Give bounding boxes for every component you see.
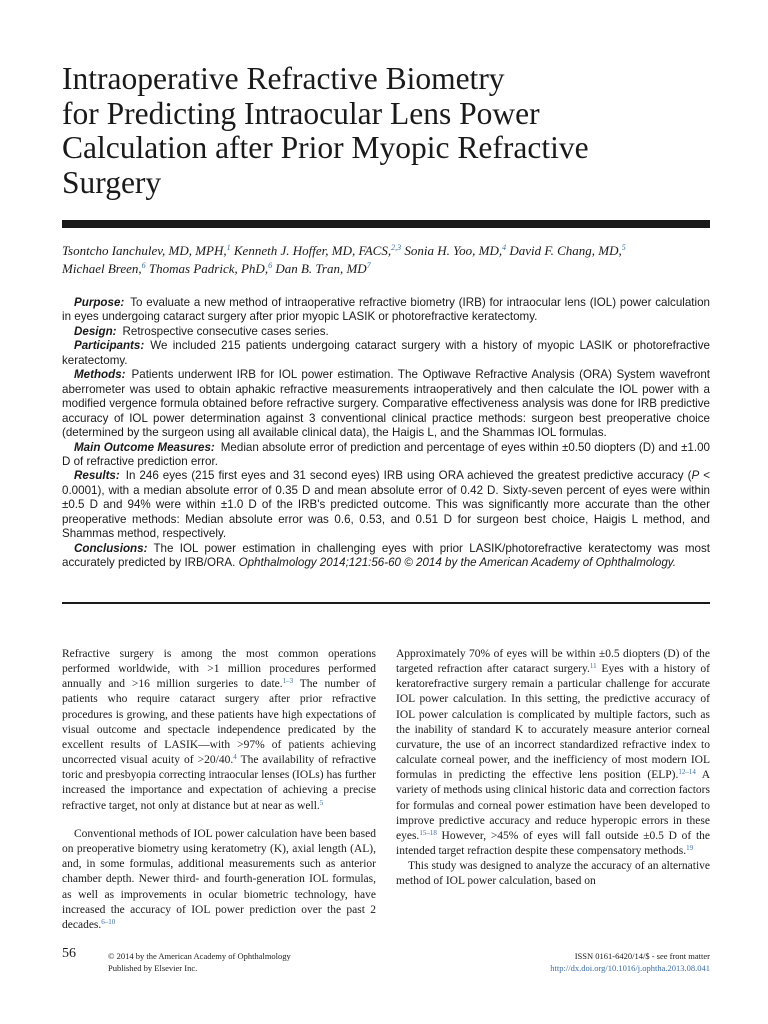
author-name: Kenneth J. Hoffer, MD, FACS, <box>233 243 392 258</box>
author-line <box>62 260 712 278</box>
body-text: A variety of methods using clinical historic data and correction factors for formulas and corneal power estimation have been developed to improve predictive accuracy and reduce hyperopic errors in these eyes. <box>396 769 710 842</box>
author-name: Michael Breen, <box>62 261 142 276</box>
body-column-left <box>62 647 376 814</box>
issn-line: ISSN 0161-6420/14/$ - see front matter <box>574 951 710 961</box>
author-list <box>62 242 712 278</box>
doi-link[interactable]: http://dx.doi.org/10.1016/j.ophtha.2013.08.041 <box>550 963 710 973</box>
publisher-line: Published by Elsevier Inc. <box>108 963 198 973</box>
abstract-results <box>62 469 710 541</box>
abstract-text: Patients underwent IRB for IOL power estimation. The Optiwave Refractive Analysis (ORA) System wavefront aberrometer was used to obtain aphakic refractive measurements intraoperatively and then calculate the IOL power with a modified vergence formula obtained before refractive surgery. Comparative effectiveness analysis was done for IRB predictive accuracy of IOL power determination against 3 conventional clinical practice methods: surgeon best preoperative choice (determined by the surgeon using all available clinical data), the Haigis L, and the Shammas IOL formulas. <box>62 368 710 440</box>
abstract-label: Purpose: <box>74 296 125 309</box>
abstract-text: Median absolute error of prediction and percentage of eyes within ±0.50 diopters (D) and ±1.00 D of refractive prediction error. <box>62 440 710 468</box>
reference-link[interactable]: 12–14 <box>678 768 696 777</box>
abstract-outcome <box>62 441 710 470</box>
author-name: David F. Chang, MD, <box>509 243 622 258</box>
abstract-text: P <box>691 469 700 483</box>
body-text: Refractive surgery is among the most common operations performed worldwide, with >1 million procedures performed annually and >16 million surgeries to date. <box>62 648 376 691</box>
citation: Ophthalmology 2014;121:56-60 <box>238 556 402 570</box>
title-line: for Predicting Intraocular Lens Power <box>62 95 540 131</box>
page-number: 56 <box>62 946 76 961</box>
abstract <box>62 296 710 571</box>
reference-link[interactable]: 1–3 <box>282 677 294 686</box>
body-text: Approximately 70% of eyes will be within ±0.5 diopters (D) of the targeted refraction after cataract surgery. <box>396 648 710 676</box>
abstract-label: Design: <box>74 324 117 338</box>
affiliation-ref[interactable]: 6 <box>268 261 273 270</box>
affiliation-ref[interactable]: 2,3 <box>391 243 402 252</box>
abstract-purpose <box>62 296 710 325</box>
abstract-text: Retrospective consecutive cases series. <box>122 324 329 338</box>
author-name: Tsontcho Ianchulev, MD, MPH, <box>62 243 227 258</box>
body-text: Conventional methods of IOL power calculation have been based on preoperative biometry using keratometry (K), axial length (AL), and, in some formulas, additional measurements such as anterior chamber depth. Newer third- and fourth-generation IOL formulas, as well as improvements in ocular biometric technology, have increased the accuracy of IOL power prediction over the past 2 decades. <box>62 828 376 931</box>
affiliation-ref[interactable]: 5 <box>621 243 626 252</box>
footer-issn <box>550 950 710 974</box>
body-column-left-2 <box>62 827 376 933</box>
affiliation-ref[interactable]: 7 <box>366 261 371 270</box>
title-line: Intraoperative Refractive Biometry <box>62 61 505 96</box>
reference-link[interactable]: 5 <box>319 798 324 807</box>
abstract-divider <box>62 602 710 604</box>
affiliation-ref[interactable]: 1 <box>226 243 231 252</box>
body-text: This study was designed to analyze the accuracy of an alternative method of IOL power calculation, based on <box>396 860 710 888</box>
reference-link[interactable]: 4 <box>233 753 237 762</box>
abstract-text: In 246 eyes (215 first eyes and 31 second eyes) IRB using ORA achieved the greatest predictive accuracy ( <box>125 469 692 483</box>
reference-link[interactable]: 6–10 <box>101 917 116 926</box>
body-text: The availability of refractive toric and presbyopia correcting intraocular lenses (IOLs) has further increased the importance and expectation of achieving a precise refractive target, not only at distance but at near as well. <box>62 754 376 812</box>
author-line <box>62 242 712 260</box>
body-text: Eyes with a history of keratorefractive surgery remain a particular challenge for accurate IOL power calculation. In this setting, the predictive accuracy of IOL power calculation is complicated by multiple factors, such as the inability of standard K to accurately measure anterior corneal curvature, the use of an incorrect standardized refractive index to calculate corneal power, and the inefficiency of most modern IOL formulas in predicting the effective lens position (ELP). <box>396 663 711 782</box>
author-name: Thomas Padrick, PhD, <box>148 261 269 276</box>
abstract-label: Methods: <box>74 368 126 382</box>
affiliation-ref[interactable]: 4 <box>502 243 507 252</box>
body-paragraph <box>62 827 376 933</box>
body-column-right <box>396 647 710 890</box>
title-line: Calculation after Prior Myopic Refractive <box>62 130 589 165</box>
abstract-label: Results: <box>74 469 120 483</box>
article-title <box>62 62 722 200</box>
abstract-methods <box>62 368 710 440</box>
footer-copyright <box>108 950 291 974</box>
reference-link[interactable]: 11 <box>589 662 597 671</box>
abstract-copyright: © 2014 by the American Academy of Ophthalmology. <box>404 556 676 570</box>
body-paragraph <box>62 647 376 814</box>
abstract-label: Participants: <box>74 339 145 353</box>
body-paragraph <box>396 647 710 859</box>
body-text: The number of patients who require cataract surgery after prior refractive procedures is growing, and these patients have high expectations of visual outcome and spectacle independence predicated by the excellent results of LASIK—with >97% of patients achieving uncorrected visual acuity of >20/40. <box>62 678 376 767</box>
abstract-design <box>62 325 710 339</box>
body-paragraph <box>396 859 710 889</box>
author-name: Sonia H. Yoo, MD, <box>404 243 503 258</box>
body-text: However, >45% of eyes will fall outside ±0.5 D of the intended target refraction despite these compensatory methods. <box>396 829 710 858</box>
abstract-label: Main Outcome Measures: <box>74 440 215 454</box>
abstract-participants <box>62 339 710 368</box>
reference-link[interactable]: 15–18 <box>419 828 437 837</box>
abstract-label: Conclusions: <box>74 541 148 555</box>
abstract-conclusions <box>62 542 710 571</box>
author-name: Dan B. Tran, MD <box>275 261 367 276</box>
copyright-line: © 2014 by the American Academy of Ophthalmology <box>108 951 291 961</box>
abstract-text: The IOL power estimation in challenging eyes with prior LASIK/photorefractive keratectomy was most accurately predicted by IRB/ORA. <box>62 541 710 570</box>
affiliation-ref[interactable]: 6 <box>141 261 146 270</box>
abstract-text: To evaluate a new method of intraoperative refractive biometry (IRB) for intraocular lens (IOL) power calculation in eyes undergoing cataract surgery after prior myopic LASIK or photorefractive keratectomy. <box>62 296 710 324</box>
reference-link[interactable]: 19 <box>686 844 694 853</box>
abstract-text: < 0.0001), with a median absolute error of 0.35 D and mean absolute error of 0.42 D. Sixty-seven percent of eyes were within ±0.5 D and 94% were within ±1.0 D of the IRB's predicted outcome. This was significantly more accurate than the other preoperative methods: Median absolute error was 0.6, 0.53, and 0.51 D for surgeon best choice, Haigis L method, and Shammas method, respectively. <box>62 469 710 541</box>
title-divider <box>62 220 710 228</box>
page-footer <box>0 940 768 980</box>
abstract-text: We included 215 patients undergoing cataract surgery with a history of myopic LASIK or photorefractive keratectomy. <box>62 339 710 367</box>
title-line: Surgery <box>62 164 162 200</box>
